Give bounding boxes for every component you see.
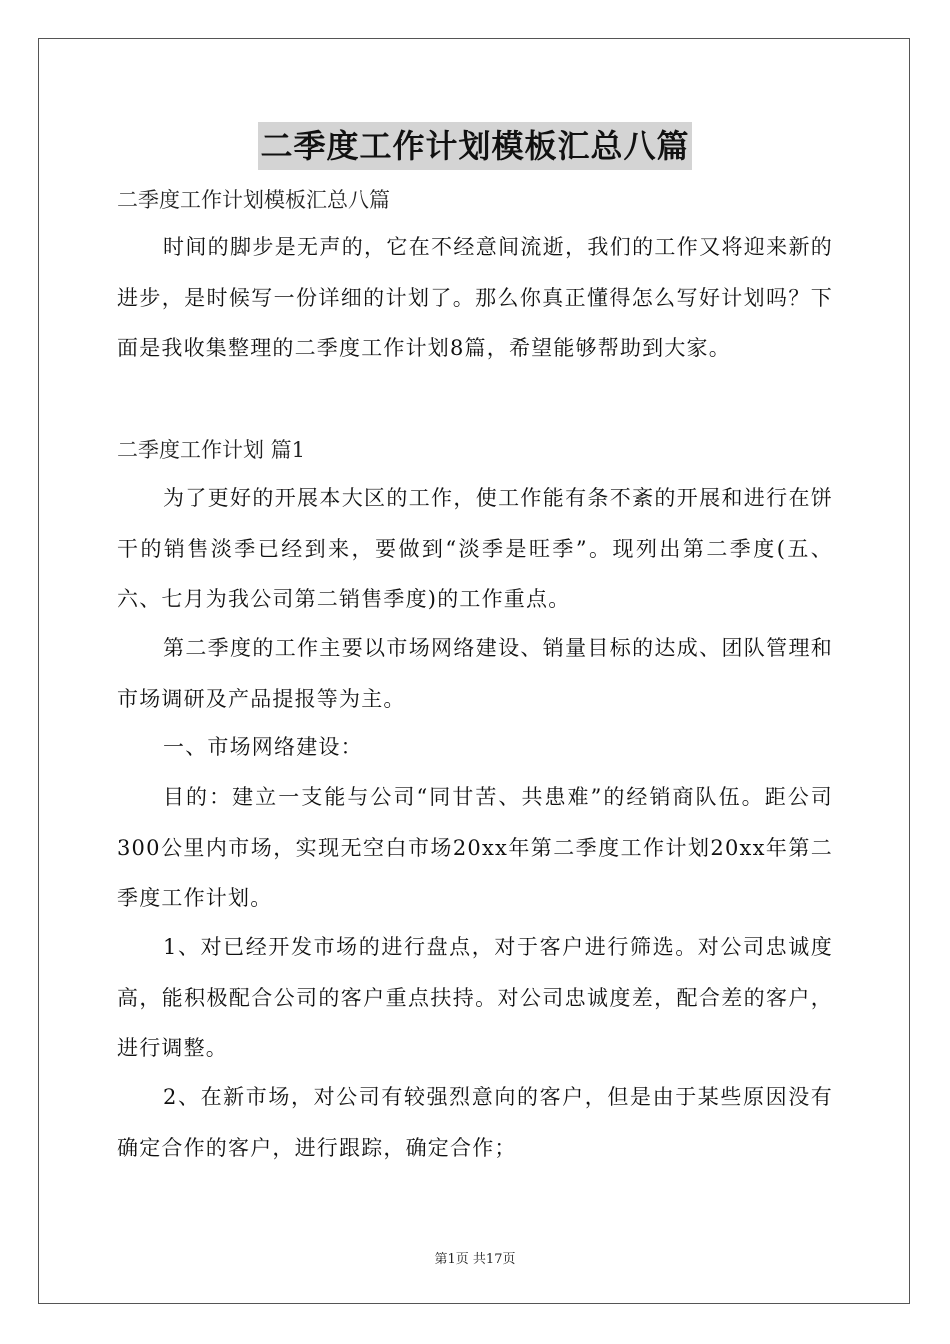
- paragraph: 一、市场网络建设：: [163, 735, 363, 759]
- paragraph: 1、对已经开发市场的进行盘点，对于客户进行筛选。对公司忠诚度高，能积极配合公司的客户重点扶持。对公司忠诚度差，配合差的客户，进行调整。: [117, 935, 833, 1060]
- paragraph: 第二季度的工作主要以市场网络建设、销量目标的达成、团队管理和市场调研及产品提报等为主。: [117, 636, 833, 711]
- intro-paragraph: 时间的脚步是无声的，它在不经意间流逝，我们的工作又将迎来新的进步，是时候写一份详细的计划了。那么你真正懂得怎么写好计划吗？下面是我收集整理的二季度工作计划8篇，希望能够帮助到大家。: [117, 235, 833, 360]
- paragraph: 为了更好的开展本大区的工作，使工作能有条不紊的开展和进行在饼干的销售淡季已经到来，要做到“淡季是旺季”。现列出第二季度(五、六、七月为我公司第二销售季度)的工作重点。: [117, 486, 833, 611]
- page-footer: 第1页 共17页: [434, 1252, 516, 1267]
- title-container: [0, 122, 950, 170]
- section-heading: 二季度工作计划 篇1: [117, 438, 306, 462]
- document-title: 二季度工作计划模板汇总八篇: [258, 122, 691, 170]
- paragraph: 2、在新市场，对公司有较强烈意向的客户，但是由于某些原因没有确定合作的客户，进行跟踪，确定合作；: [117, 1085, 833, 1160]
- paragraph: 目的：建立一支能与公司“同甘苦、共患难”的经销商队伍。距公司300公里内市场，实现无空白市场20xx年第二季度工作计划20xx年第二季度工作计划。: [117, 785, 833, 910]
- document-subtitle: 二季度工作计划模板汇总八篇: [117, 188, 390, 212]
